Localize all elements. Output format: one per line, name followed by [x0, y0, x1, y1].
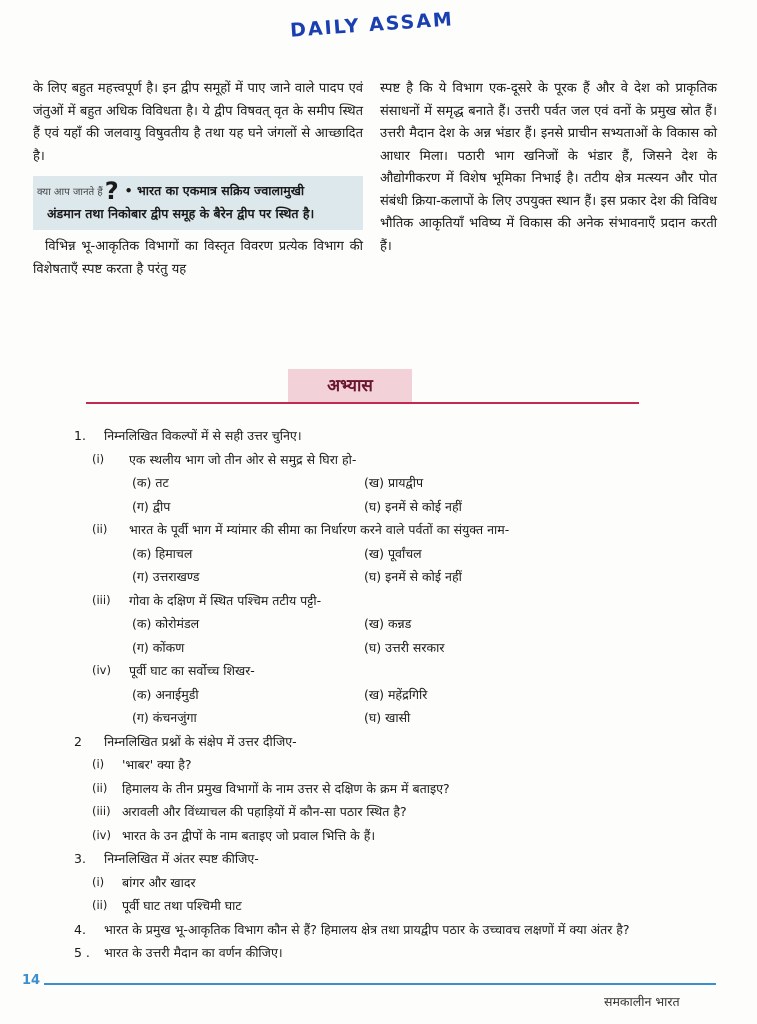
sub-question-row: [66, 824, 716, 848]
page-number: 14: [22, 973, 41, 988]
options-row: [66, 706, 716, 730]
option: (घ) इनमें से कोई नहीं: [364, 569, 462, 584]
option: (ग) उत्तराखण्ड: [132, 569, 200, 584]
options-row: [66, 542, 716, 566]
sub-question-number: (iv): [92, 663, 111, 677]
right-column: [380, 78, 717, 258]
question-number: 5 .: [74, 945, 90, 960]
options-row: [66, 612, 716, 636]
sub-question-text: भारत के उन द्वीपों के नाम बताइए जो प्रवाल भित्ति के हैं।: [122, 827, 376, 843]
did-you-know-fact: • भारत का एकमात्र सक्रिय ज्वालामुखी: [124, 183, 305, 198]
options-row: [66, 495, 716, 519]
left-paragraph-2: विभिन्न भू-आकृतिक विभागों का विस्तृत विवरण प्रत्येक विभाग की विशेषताएँ स्पष्ट करता है परंतु यह: [33, 239, 363, 277]
option: (क) अनाईमुडी: [132, 686, 199, 702]
sub-question-number: (iv): [92, 827, 111, 842]
option: (ख) महेंद्रगिरि: [364, 686, 428, 702]
options-row: [66, 471, 716, 495]
option: (घ) खासी: [364, 710, 411, 725]
right-paragraph: स्पष्ट है कि ये विभाग एक-दूसरे के पूरक हैं और वे देश को प्राकृतिक संसाधनों में समृद्ध बनाते हैं। उत्तरी पर्वत जल एवं वनों के प्रमुख स्रोत हैं। उत्तरी मैदान देश के अन्न भंडार हैं। इनसे प्राचीन सभ्यताओं के विकास को आधार मिला। पठारी भाग खनिजों के भंडार हैं, जिसने देश के औद्योगीकरण में विशेष भूमिका निभाई है। तटीय क्षेत्र मत्स्यन और पोत संबंधी क्रिया-कलापों के लिए उपयुक्त स्थान हैं। इस प्रकार देश की विविध भौतिक आकृतियाँ भविष्य में विकास की अनेक संभावनाएँ प्रदान करती हैं।: [380, 81, 717, 254]
sub-question-text: पूर्वी घाट तथा पश्चिमी घाट: [122, 898, 242, 913]
sub-question-text: गोवा के दक्षिण में स्थित पश्चिम तटीय पट्टी-: [129, 592, 322, 608]
question-row: [66, 730, 716, 754]
sub-question-text: पूर्वी घाट का सर्वोच्च शिखर-: [129, 663, 255, 678]
option: (क) हिमाचल: [132, 545, 193, 561]
exercise-questions: [66, 424, 716, 965]
sub-question-row: [66, 871, 716, 895]
option: (क) कोरोमंडल: [132, 616, 200, 631]
left-paragraph-1: के लिए बहुत महत्त्वपूर्ण है। इन द्वीप समूहों में पाए जाने वाले पादप एवं जंतुओं में बहुत अधिक विविधता है। ये द्वीप विषवत् वृत के समीप स्थित हैं एवं यहाँ की जलवायु विषुवतीय है तथा यह घने जंगलों से आच्छादित है।: [33, 81, 363, 164]
question-mark-icon: ?: [104, 177, 119, 205]
option: (ख) प्रायद्वीप: [364, 475, 424, 490]
sub-question-row: [66, 800, 716, 824]
option: (ख) कन्नड: [364, 616, 412, 631]
options-row: [66, 565, 716, 589]
sub-question-row: [66, 753, 716, 777]
question-number: 3.: [74, 851, 86, 866]
exercise-heading: अभ्यास: [288, 369, 412, 403]
exercise-divider: [86, 402, 639, 404]
sub-question-row: [66, 777, 716, 801]
sub-question-row: [66, 589, 716, 613]
option: (ख) पूर्वांचल: [364, 545, 422, 561]
sub-question-row: [66, 659, 716, 683]
sub-question-row: [66, 894, 716, 918]
option: (घ) उत्तरी सरकार: [364, 639, 445, 655]
question-text: भारत के उत्तरी मैदान का वर्णन कीजिए।: [104, 945, 283, 960]
question-row: [66, 847, 716, 871]
option: (ग) द्वीप: [132, 498, 171, 514]
option: (क) तट: [132, 475, 169, 490]
sub-question-number: (i): [92, 451, 105, 466]
footer-rule: [44, 983, 716, 985]
sub-question-number: (iii): [92, 592, 111, 607]
book-title: समकालीन भारत: [604, 994, 680, 1009]
sub-question-row: [66, 518, 716, 542]
sub-question-text: अरावली और विंध्याचल की पहाड़ियों में कौन-सा पठार स्थित है?: [122, 804, 407, 819]
did-you-know-box: [33, 176, 363, 230]
sub-question-text: 'भाबर' क्या है?: [122, 757, 192, 772]
sub-question-number: (i): [92, 757, 105, 771]
question-text: निम्नलिखित प्रश्नों के संक्षेप में उत्तर दीजिए-: [104, 733, 297, 749]
sub-question-text: भारत के पूर्वी भाग में म्यांमार की सीमा का निर्धारण करने वाले पर्वतों का संयुक्त नाम-: [129, 522, 510, 537]
sub-question-text: हिमालय के तीन प्रमुख विभागों के नाम उत्तर से दक्षिण के क्रम में बताइए?: [122, 780, 450, 796]
left-column: [33, 78, 363, 281]
question-number: 1.: [74, 428, 86, 443]
question-number: 2: [74, 733, 82, 749]
sub-question-number: (ii): [92, 898, 108, 912]
question-text: निम्नलिखित में अंतर स्पष्ट कीजिए-: [104, 851, 259, 866]
option: (घ) इनमें से कोई नहीं: [364, 498, 462, 514]
question-row: [66, 941, 716, 965]
sub-question-row: [66, 448, 716, 472]
option: (ग) कंचनजुंगा: [132, 710, 197, 725]
sub-question-number: (iii): [92, 804, 111, 818]
options-row: [66, 683, 716, 707]
question-row: [66, 918, 716, 942]
sub-question-number: (ii): [92, 522, 108, 536]
sub-question-number: (ii): [92, 780, 108, 795]
did-you-know-label: क्या आप जानते हैं: [37, 187, 103, 198]
option: (ग) कोंकण: [132, 639, 185, 655]
question-text: निम्नलिखित विकल्पों में से सही उत्तर चुनिए।: [104, 428, 302, 443]
daily-assam-stamp: DAILY ASSAM: [289, 8, 455, 42]
did-you-know-fact-continued: अंडमान तथा निकोबार द्वीप समूह के बैरेन द्वीप पर स्थित है।: [47, 206, 315, 221]
sub-question-text: बांगर और खादर: [122, 874, 196, 890]
question-row: [66, 424, 716, 448]
options-row: [66, 636, 716, 660]
sub-question-number: (i): [92, 874, 105, 889]
question-number: 4.: [74, 921, 86, 937]
question-text: भारत के प्रमुख भू-आकृतिक विभाग कौन से हैं? हिमालय क्षेत्र तथा प्रायद्वीप पठार के उच्चावच लक्षणों में क्या अंतर है?: [104, 921, 630, 937]
sub-question-text: एक स्थलीय भाग जो तीन ओर से समुद्र से घिरा हो-: [129, 451, 357, 467]
